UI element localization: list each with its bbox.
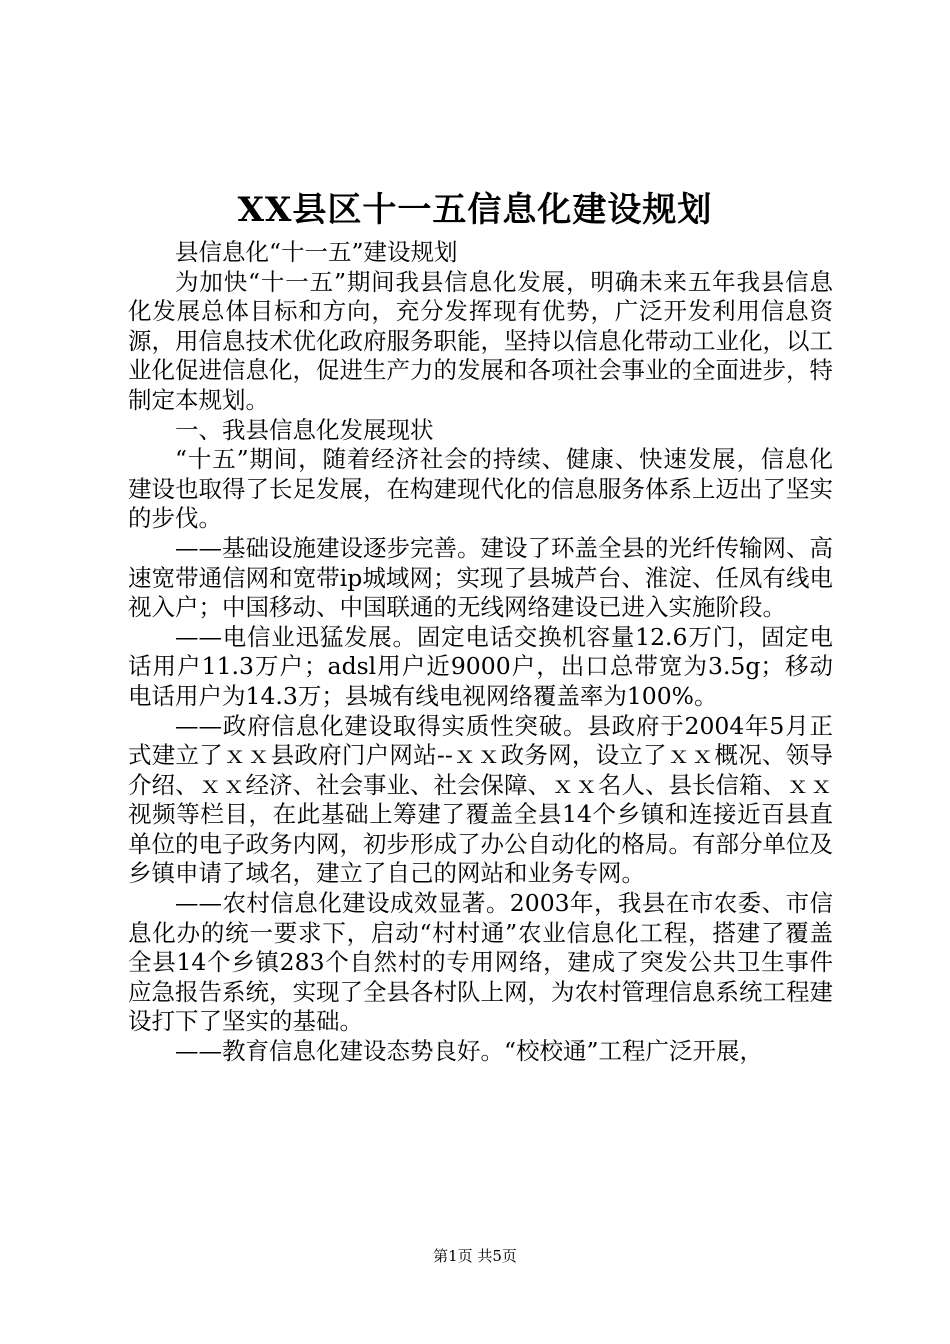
paragraph: ——基础设施建设逐步完善。建设了环盖全县的光纤传输网、高速宽带通信网和宽带ip城域网；实现了县城芦台、淮淀、任凤有线电视入户；中国移动、中国联通的无线网络建设已进入实施阶段。: [128, 533, 833, 622]
paragraph: ——政府信息化建设取得实质性突破。县政府于2004年5月正式建立了ｘｘ县政府门户网站--ｘｘ政务网，设立了ｘｘ概况、领导介绍、ｘｘ经济、社会事业、社会保障、ｘｘ名人、县长信箱、ｘｘ视频等栏目，在此基础上筹建了覆盖全县14个乡镇和连接近百县直单位的电子政务内网，初步形成了办公自动化的格局。有部分单位及乡镇申请了域名，建立了自己的网站和业务专网。: [128, 711, 833, 888]
paragraph: 为加快“十一五”期间我县信息化发展，明确未来五年我县信息化发展总体目标和方向，充分发挥现有优势，广泛开发利用信息资源，用信息技术优化政府服务职能，坚持以信息化带动工业化，以工业化促进信息化，促进生产力的发展和各项社会事业的全面进步，特制定本规划。: [128, 267, 833, 414]
document-title: XX县区十一五信息化建设规划: [237, 190, 713, 230]
paragraph-subtitle: 县信息化“十一五”建设规划: [175, 238, 458, 266]
page-footer: 第1页 共5页: [433, 1247, 517, 1265]
paragraph: ——教育信息化建设态势良好。“校校通”工程广泛开展，: [175, 1037, 764, 1066]
paragraph: ——电信业迅猛发展。固定电话交换机容量12.6万门，固定电话用户11.3万户；adsl用户近9000户，出口总带宽为3.5g；移动电话用户为14.3万；县城有线电视网络覆盖率为100%。: [128, 622, 833, 710]
section-heading: 一、我县信息化发展现状: [175, 415, 434, 444]
paragraph: ——农村信息化建设成效显著。2003年，我县在市农委、市信息化办的统一要求下，启动“村村通”农业信息化工程，搭建了覆盖全县14个乡镇283个自然村的专用网络，建成了突发公共卫生事件应急报告系统，实现了全县各村队上网，为农村管理信息系统工程建设打下了坚实的基础。: [128, 889, 833, 1036]
document-body: [128, 238, 833, 1067]
paragraph: “十五”期间，随着经济社会的持续、健康、快速发展，信息化建设也取得了长足发展，在构建现代化的信息服务体系上迈出了坚实的步伐。: [128, 445, 833, 533]
